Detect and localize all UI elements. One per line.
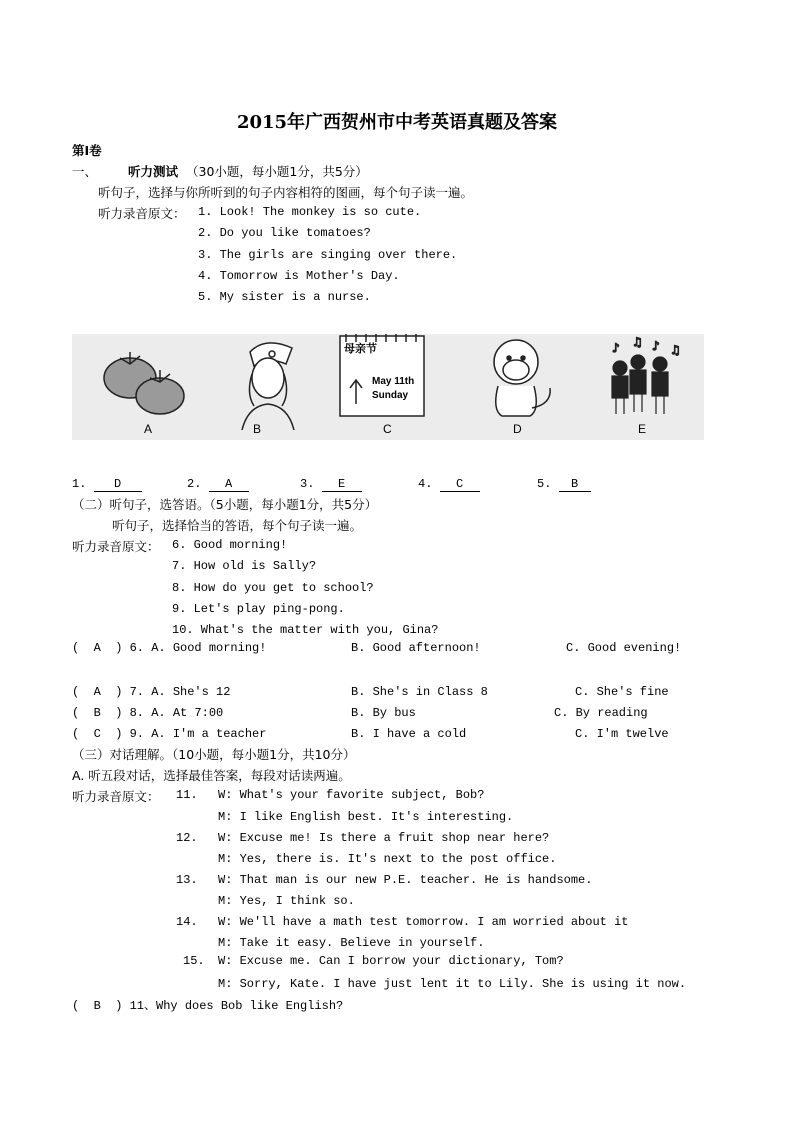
answer-value: B [559, 477, 591, 492]
section1-sentence: 4. Tomorrow is Mother's Day. [198, 269, 400, 283]
dialog-woman-line: W: Excuse me! Is there a fruit shop near here? [218, 831, 550, 845]
picture-label: B [253, 422, 262, 436]
question-6-option-c: C. Good evening! [566, 641, 682, 655]
dialog-number: 11. [176, 788, 198, 802]
section1-info: （30小题，每小题1分，共5分） [186, 164, 368, 179]
section2-instruction: 听句子，选择恰当的答语，每个句子读一遍。 [112, 518, 363, 533]
answer-item [72, 477, 142, 492]
answer-value: A [209, 477, 249, 492]
section1-sentence: 1. Look! The monkey is so cute. [198, 205, 422, 219]
section1-number: 一、 [72, 164, 98, 179]
tomato-icon [104, 352, 184, 414]
dialog-man-line: M: Yes, there is. It's next to the post office. [218, 852, 557, 866]
question-8-option-c: C. By reading [554, 706, 648, 720]
svg-text:♪: ♪ [652, 339, 660, 353]
answer-number: 5. [537, 477, 552, 491]
picture-label: A [144, 422, 153, 436]
section2-script-label: 听力录音原文： [72, 539, 160, 554]
answer-value: D [94, 477, 142, 492]
dialog-man-line: M: I like English best. It's interesting. [218, 810, 514, 824]
question-7-answer-a: ( A ) 7. A. She's 12 [72, 685, 231, 699]
section1-script-label: 听力录音原文： [98, 206, 186, 221]
answer-number: 2. [187, 477, 202, 491]
question-6-answer-a: ( A ) 6. A. Good morning! [72, 641, 267, 655]
answer-number: 4. [418, 477, 433, 491]
section2-sentence: 7. How old is Sally? [172, 559, 317, 573]
svg-text:♪: ♪ [612, 341, 620, 355]
section1-sentence: 3. The girls are singing over there. [198, 248, 458, 262]
dialog-woman-line: W: We'll have a math test tomorrow. I am worried about it [218, 915, 629, 929]
section3-subheading: A. 听五段对话，选择最佳答案，每段对话读两遍。 [72, 768, 351, 783]
answer-item [537, 477, 591, 492]
question-7-option-b: B. She's in Class 8 [351, 685, 488, 699]
section2-sentence: 8. How do you get to school? [172, 581, 374, 595]
question-7-option-c: C. She's fine [575, 685, 669, 699]
dialog-man-line: M: Take it easy. Believe in yourself. [218, 936, 485, 950]
section3-heading: （三）对话理解。（10小题，每小题1分，共10分） [72, 747, 356, 762]
dialog-woman-line: W: That man is our new P.E. teacher. He is handsome. [218, 873, 593, 887]
section3-script-label: 听力录音原文： [72, 789, 160, 804]
dialog-number: 14. [176, 915, 198, 929]
question-8-answer-a: ( B ) 8. A. At 7:00 [72, 706, 224, 720]
answer-value: C [440, 477, 480, 492]
dialog-man-line: M: Yes, I think so. [218, 894, 355, 908]
section2-sentence: 6. Good morning! [172, 538, 288, 552]
section1-instruction: 听句子，选择与你所听到的句子内容相符的图画，每个句子读一遍。 [98, 185, 474, 200]
section2-sentence: 9. Let's play ping-pong. [172, 602, 345, 616]
svg-text:♫: ♫ [632, 335, 643, 349]
dialog-man-line: M: Sorry, Kate. I have just lent it to Lily. She is using it now. [218, 977, 687, 991]
picture-strip [72, 334, 704, 440]
section2-sentence: 10. What's the matter with you, Gina? [172, 623, 439, 637]
card-line: Sunday [372, 390, 409, 401]
singing-girls-icon [612, 335, 681, 414]
dialog-number: 15. [183, 954, 205, 968]
nurse-icon [242, 343, 294, 430]
section2-heading: （二）听句子，选答语。（5小题，每小题1分，共5分） [72, 497, 378, 512]
card-line: 母亲节 [344, 342, 377, 355]
svg-text:♫: ♫ [670, 343, 681, 357]
picture-label: E [638, 422, 647, 436]
answer-item [418, 477, 480, 492]
question-9-option-c: C. I'm twelve [575, 727, 669, 741]
answer-value: E [322, 477, 362, 492]
dialog-woman-line: W: What's your favorite subject, Bob? [218, 788, 485, 802]
question-9-option-b: B. I have a cold [351, 727, 467, 741]
picture-label: C [383, 422, 392, 436]
question-6-option-b: B. Good afternoon! [351, 641, 481, 655]
page-title: 2015年广西贺州市中考英语真题及答案 [236, 112, 558, 133]
volume-label: 第Ⅰ卷 [72, 143, 102, 158]
dialog-number: 13. [176, 873, 198, 887]
answer-item [300, 477, 362, 492]
answer-item [187, 477, 249, 492]
question-9-answer-a: ( C ) 9. A. I'm a teacher [72, 727, 267, 741]
section1-sentence: 5. My sister is a nurse. [198, 290, 371, 304]
monkey-icon [494, 340, 550, 416]
section1-sentence: 2. Do you like tomatoes? [198, 226, 371, 240]
section1-name: 听力测试 [128, 164, 179, 179]
picture-label: D [513, 422, 522, 436]
answer-number: 1. [72, 477, 87, 491]
dialog-number: 12. [176, 831, 198, 845]
dialog-woman-line: W: Excuse me. Can I borrow your dictionary, Tom? [218, 954, 564, 968]
question-8-option-b: B. By bus [351, 706, 416, 720]
question-11: ( B ) 11、Why does Bob like English? [72, 999, 344, 1013]
answer-number: 3. [300, 477, 315, 491]
card-line: May 11th [372, 376, 415, 387]
